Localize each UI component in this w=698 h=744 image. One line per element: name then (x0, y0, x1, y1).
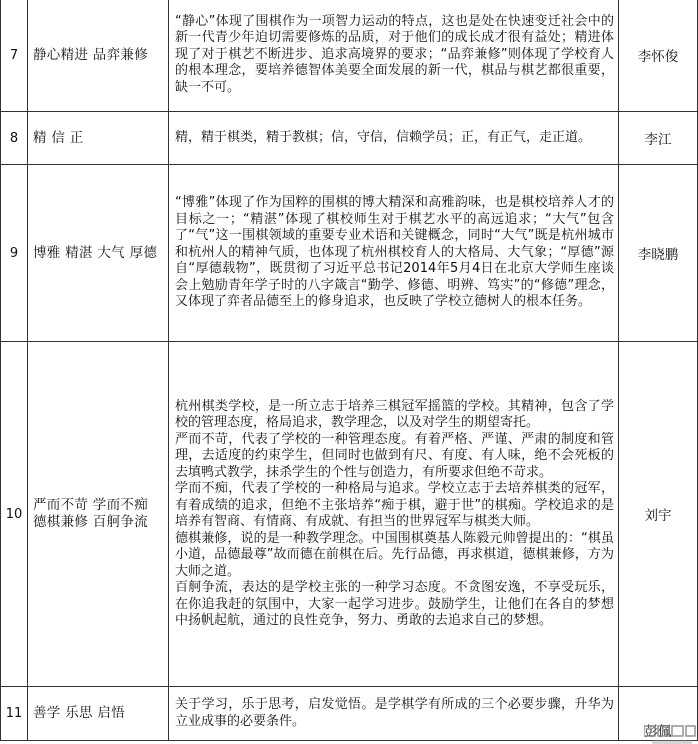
explanation-paragraph: 德棋兼修，说的是一种教学理念。中国围棋奠基人陈毅元帅曾提出的：“棋虽小道，品德最尊”故而德在前棋在后。先行品德，再求棋道，德棋兼修，方为大师之道。 (175, 530, 614, 579)
explanation-paragraph: 杭州棋类学校，是一所立志于培养三棋冠军摇篮的学校。其精神，包含了学校的管理态度，格局追求，教学理念，以及对学生的期望寄托。 (175, 398, 614, 430)
explanation-paragraph: “博雅”体现了作为国粹的围棋的博大精深和高雅韵味，也是棋校培养人才的目标之一；“精湛”体现了棋校师生对于棋艺水平的高远追求；“大气”包含了“气”这一围棋领域的重要专业术语和关键概念，同时“大气”既是杭州城市和杭州人的精神气质，也体现了杭州棋校育人的大格局、大气象；“厚德”源自“厚德载物”，既贯彻了习近平总书记2014年5月4日在北京大学师生座谈会上勉励青年学子时的八字箴言“勤学、修德、明辨、笃实”的“修德”理念，又体现了弈者品德至上的修身追求，也反映了学校立德树人的根本任务。 (175, 195, 614, 310)
watermark-logo-icon (644, 724, 696, 738)
table-row (1, 687, 698, 741)
row-number: 8 (1, 112, 28, 165)
explanation-cell (169, 342, 619, 687)
table-row (1, 342, 698, 687)
explanation-cell (169, 0, 619, 112)
row-number: 11 (1, 687, 28, 741)
explanation-paragraph: 严而不苛，代表了学校的一种管理态度。有着严格、严谨、严肃的制度和管理，去适度的约束学生，但同时也做到有尺、有度、有人味，绝不会死板的去填鸭式教学，抹杀学生的个性与创造力，有所要求但绝不苛求。 (175, 431, 614, 480)
explanation-paragraph: 学而不痴，代表了学校的一种格局与追求。学校立志于去培养棋类的冠军，有着成绩的追求，但绝不主张培养“痴于棋，避于世”的棋痴。学校追求的是培养有智商、有情商、有成就、有担当的世界冠军与棋类大师。 (175, 481, 614, 529)
explanation-cell (169, 165, 619, 342)
explanation-paragraph: 关于学习，乐于思考，启发觉悟。是学棋学有所成的三个必要步骤，升华为立业成事的必要条件。 (175, 697, 614, 729)
author-name: 彭佩 (619, 687, 698, 741)
explanation-paragraph: 精，精于棋类，精于教棋；信，守信，信赖学员；正，有正气，走正道。 (175, 129, 592, 145)
explanation-paragraph: 百舸争流，表达的是学校主张的一种学习态度。不贪图安逸，不享受玩乐，在你追我赶的氛围中，大家一起学习进步。鼓励学生，让他们在各自的梦想中扬帆起航，通过的良性竞争，努力、勇敢的去追求自己的梦想。 (175, 580, 614, 628)
motto-cell: 善学 乐思 启悟 (28, 687, 169, 741)
row-number: 9 (1, 165, 28, 342)
author-name: 李江 (619, 112, 698, 165)
row-number: 7 (1, 0, 28, 112)
author-name: 李晓鹏 (619, 165, 698, 342)
explanation-paragraph: “静心”体现了围棋作为一项智力运动的特点，这也是处在快速变迁社会中的新一代青少年迫切需要修炼的品质，对于他们的成长成才很有益处；精进体现了对于棋艺不断进步、追求高境界的要求；“品弈兼修”则体现了学校育人的根本理念，要培养德智体美要全面发展的新一代，棋品与棋艺都很重要，缺一不可。 (175, 13, 614, 95)
row-number: 10 (1, 342, 28, 687)
table-row (1, 112, 698, 165)
table-row (1, 165, 698, 342)
motto-cell: 严而不苛 学而不痴 德棋兼修 百舸争流 (28, 342, 169, 687)
watermark-logo (644, 724, 696, 742)
explanation-cell (169, 112, 619, 165)
motto-cell: 静心精进 品弈兼修 (28, 0, 169, 112)
motto-cell: 精 信 正 (28, 112, 169, 165)
author-name: 刘宇 (619, 342, 698, 687)
motto-cell: 博雅 精湛 大气 厚德 (28, 165, 169, 342)
explanation-cell (169, 687, 619, 741)
table-row (1, 0, 698, 112)
author-name: 李怀俊 (619, 0, 698, 112)
